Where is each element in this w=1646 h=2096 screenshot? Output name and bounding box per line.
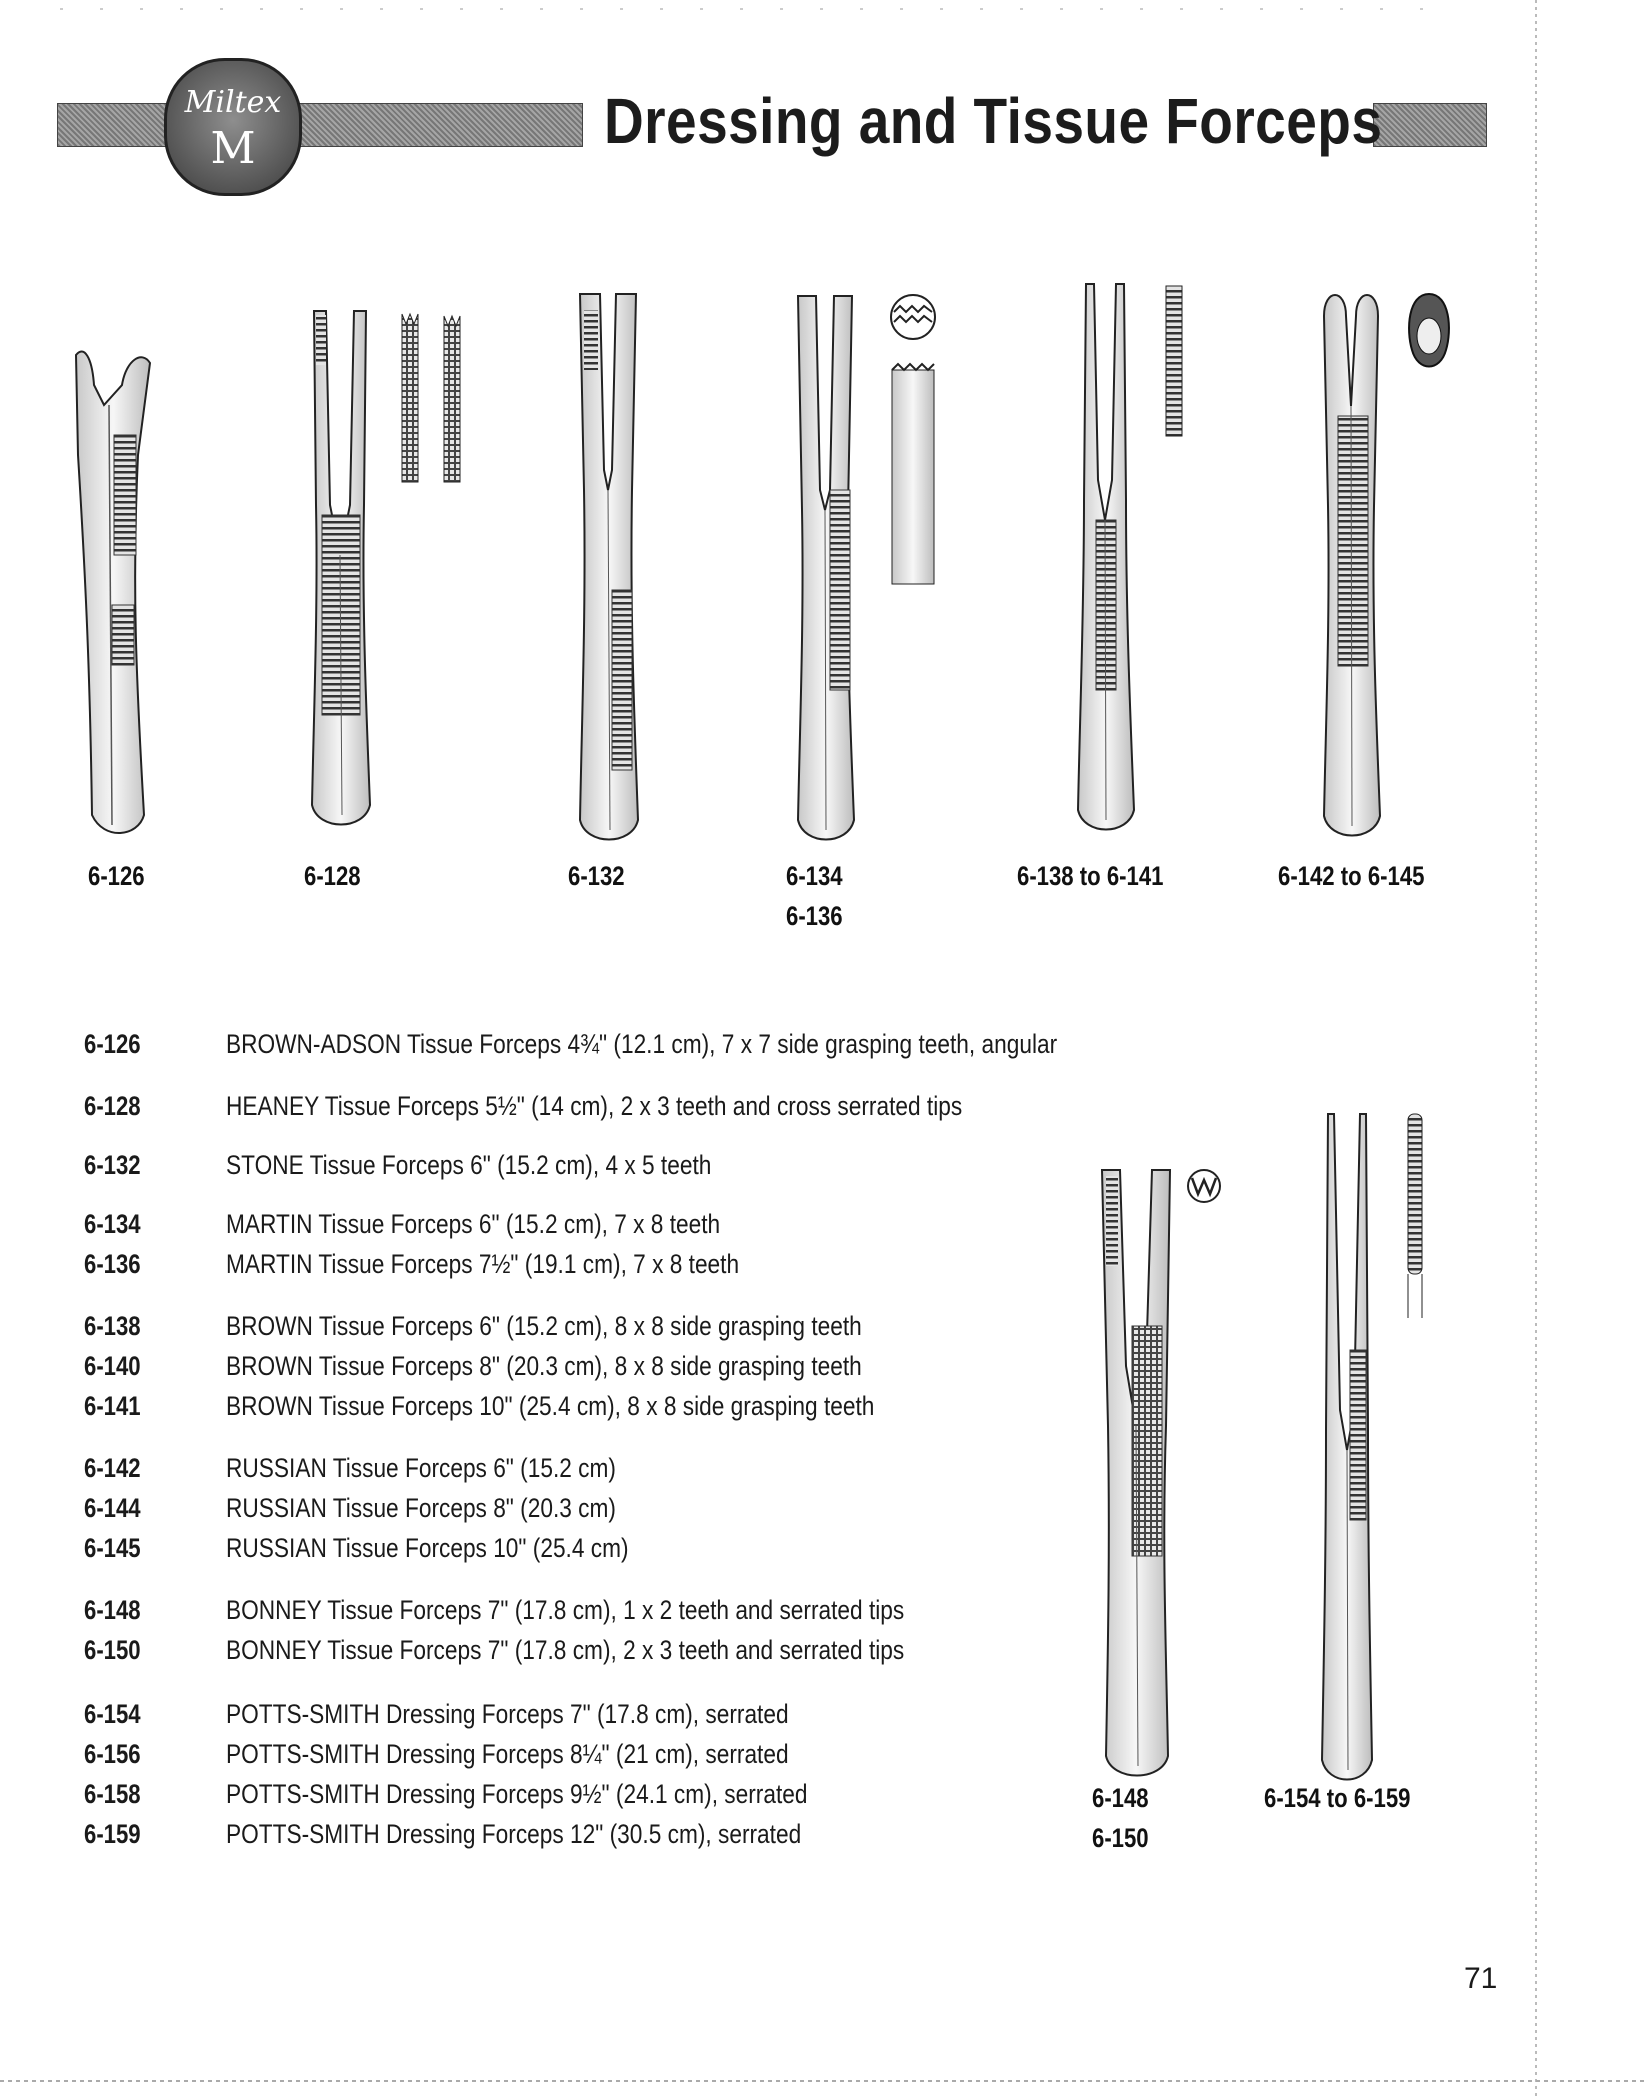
page-right-edge xyxy=(1535,0,1537,2096)
forceps-6-128-tip-detail xyxy=(400,312,470,492)
figure-label-line: 6-134 xyxy=(786,861,843,891)
figure-label-line: 6-138 to 6-141 xyxy=(1017,861,1164,891)
catalog-description: RUSSIAN Tissue Forceps 6" (15.2 cm) xyxy=(226,1453,616,1483)
forceps-6-142-drawing xyxy=(1316,286,1386,846)
figure-label-line: 6-154 to 6-159 xyxy=(1264,1783,1411,1813)
figure-label-6-148 xyxy=(1092,1778,1149,1858)
figure-label-6-128 xyxy=(304,856,361,896)
forceps-6-132-drawing xyxy=(570,290,646,850)
catalog-description: POTTS-SMITH Dressing Forceps 12" (30.5 cm), serrated xyxy=(226,1819,802,1849)
figure-label-6-154 xyxy=(1264,1778,1410,1818)
figure-label-6-138 xyxy=(1017,856,1163,896)
figure-label-6-142 xyxy=(1278,856,1424,896)
catalog-description: HEANEY Tissue Forceps 5½" (14 cm), 2 x 3 teeth and cross serrated tips xyxy=(226,1091,963,1121)
forceps-6-126-drawing xyxy=(64,345,154,845)
forceps-6-154-tip-detail xyxy=(1400,1112,1430,1322)
catalog-description: MARTIN Tissue Forceps 6" (15.2 cm), 7 x 8 teeth xyxy=(226,1209,721,1239)
page-top-border xyxy=(60,8,1440,10)
forceps-6-134-tip-detail xyxy=(888,292,938,592)
catalog-number: 6-141 xyxy=(84,1391,141,1421)
figure-label-line: 6-128 xyxy=(304,861,361,891)
catalog-description: BROWN-ADSON Tissue Forceps 4¾" (12.1 cm), 7 x 7 side grasping teeth, angular xyxy=(226,1029,1058,1059)
catalog-number: 6-150 xyxy=(84,1635,141,1665)
page-bottom-edge xyxy=(0,2080,1646,2082)
figure-label-line: 6-132 xyxy=(568,861,625,891)
catalog-number: 6-148 xyxy=(84,1595,141,1625)
forceps-6-142-tip-detail xyxy=(1404,290,1454,380)
logo-script-text: Miltex xyxy=(184,85,282,120)
catalog-number: 6-134 xyxy=(84,1209,141,1239)
header-bar-right xyxy=(1373,103,1487,147)
catalog-number: 6-140 xyxy=(84,1351,141,1381)
forceps-6-148-tip-detail xyxy=(1186,1166,1222,1206)
figure-label-line: 6-148 xyxy=(1092,1783,1149,1813)
figure-label-line: 6-150 xyxy=(1092,1823,1149,1853)
page-number: 71 xyxy=(1464,1962,1498,1995)
forceps-6-134-drawing xyxy=(790,290,860,850)
forceps-6-138-drawing xyxy=(1070,280,1140,840)
figure-label-line: 6-126 xyxy=(88,861,145,891)
forceps-6-128-drawing xyxy=(300,305,380,835)
forceps-6-138-tip-detail xyxy=(1160,284,1190,444)
catalog-description: MARTIN Tissue Forceps 7½" (19.1 cm), 7 x 8 teeth xyxy=(226,1249,740,1279)
catalog-description: POTTS-SMITH Dressing Forceps 8¼" (21 cm), serrated xyxy=(226,1739,789,1769)
catalog-description: BROWN Tissue Forceps 8" (20.3 cm), 8 x 8 side grasping teeth xyxy=(226,1351,862,1381)
logo-letter: M xyxy=(210,123,256,174)
figure-label-6-126 xyxy=(88,856,145,896)
catalog-number: 6-156 xyxy=(84,1739,141,1769)
miltex-logo xyxy=(164,58,302,196)
catalog-number: 6-138 xyxy=(84,1311,141,1341)
catalog-number: 6-142 xyxy=(84,1453,141,1483)
catalog-description: POTTS-SMITH Dressing Forceps 7" (17.8 cm), serrated xyxy=(226,1699,789,1729)
figure-label-6-134 xyxy=(786,856,843,936)
page-title: Dressing and Tissue Forceps xyxy=(604,85,1383,157)
header-bar-left xyxy=(57,103,167,147)
header-bar-middle xyxy=(296,103,583,147)
forceps-6-154-drawing xyxy=(1312,1110,1382,1790)
catalog-description: RUSSIAN Tissue Forceps 8" (20.3 cm) xyxy=(226,1493,616,1523)
catalog-number: 6-145 xyxy=(84,1533,141,1563)
catalog-description: BONNEY Tissue Forceps 7" (17.8 cm), 2 x 3 teeth and serrated tips xyxy=(226,1635,905,1665)
figure-label-6-132 xyxy=(568,856,625,896)
catalog-description: BROWN Tissue Forceps 10" (25.4 cm), 8 x 8 side grasping teeth xyxy=(226,1391,875,1421)
catalog-description: BONNEY Tissue Forceps 7" (17.8 cm), 1 x 2 teeth and serrated tips xyxy=(226,1595,905,1625)
catalog-number: 6-128 xyxy=(84,1091,141,1121)
forceps-6-148-drawing xyxy=(1096,1166,1176,1786)
catalog-description: BROWN Tissue Forceps 6" (15.2 cm), 8 x 8 side grasping teeth xyxy=(226,1311,862,1341)
catalog-number: 6-132 xyxy=(84,1150,141,1180)
catalog-description: RUSSIAN Tissue Forceps 10" (25.4 cm) xyxy=(226,1533,629,1563)
catalog-description: STONE Tissue Forceps 6" (15.2 cm), 4 x 5 teeth xyxy=(226,1150,712,1180)
catalog-number: 6-159 xyxy=(84,1819,141,1849)
figure-label-line: 6-142 to 6-145 xyxy=(1278,861,1425,891)
catalog-number: 6-154 xyxy=(84,1699,141,1729)
catalog-number: 6-158 xyxy=(84,1779,141,1809)
figure-label-line: 6-136 xyxy=(786,901,843,931)
catalog-number: 6-126 xyxy=(84,1029,141,1059)
catalog-number: 6-136 xyxy=(84,1249,141,1279)
catalog-number: 6-144 xyxy=(84,1493,141,1523)
catalog-description: POTTS-SMITH Dressing Forceps 9½" (24.1 cm), serrated xyxy=(226,1779,808,1809)
